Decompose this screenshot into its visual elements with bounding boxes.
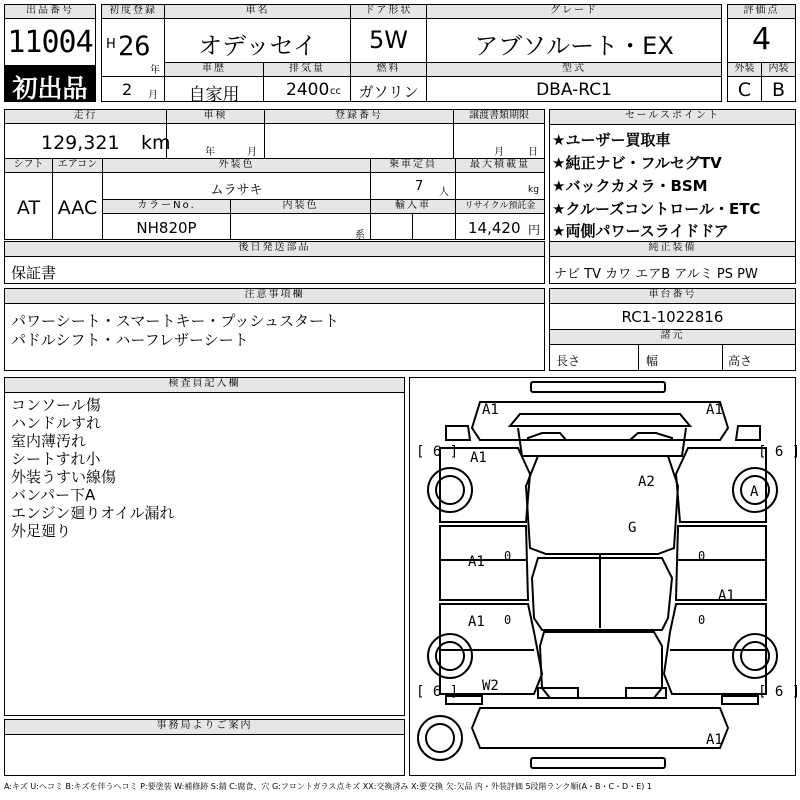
inspector-label: 検査員記入欄 <box>4 377 405 393</box>
chassis-label: 車台番号 <box>549 288 796 304</box>
color-no-cell: NH820P <box>102 213 231 240</box>
lot-number-label: 出品番号 <box>4 4 96 19</box>
shift-cell: AT <box>4 172 53 240</box>
capacity-cell: 7 人 <box>370 172 456 200</box>
sales-point-item: ★両側パワースライドドア <box>552 222 729 240</box>
grade: アブソルート・EX <box>474 32 674 60</box>
aircon-label: エアコン <box>52 158 103 173</box>
history-cell: 自家用 <box>164 76 264 102</box>
inspector-line: ハンドルすれ <box>11 414 102 432</box>
inspector-line: エンジン廻りオイル漏れ <box>11 504 175 522</box>
shift-label: シフト <box>4 158 53 173</box>
exterior-label: 外装色 <box>102 158 371 173</box>
inspection-label: 車検 <box>166 109 265 124</box>
notes-line: パドルシフト・ハーフレザーシート <box>11 331 249 349</box>
inspector-line: コンソール傷 <box>11 396 101 414</box>
displacement-cell: 2400 cc <box>263 76 351 102</box>
model-label: 型式 <box>426 62 722 77</box>
inspector-line: 外装うすい線傷 <box>11 468 117 486</box>
lot-number: 11004 <box>7 25 93 60</box>
car-outline <box>410 378 800 775</box>
notes-line: パワーシート・スマートキー・プッシュスタート <box>11 312 340 330</box>
grade-cell <box>426 18 722 63</box>
registration-cell <box>264 123 454 159</box>
exterior-cell: ムラサキ <box>102 172 371 200</box>
import-cell-a <box>370 213 413 240</box>
aircon-cell: AAC <box>52 172 103 240</box>
dimensions-label: 諸元 <box>549 329 796 345</box>
dimensions-cell: 長さ 幅 高さ <box>549 344 796 371</box>
car-name-cell <box>164 18 351 63</box>
later-parts-cell: 保証書 <box>4 256 545 284</box>
capacity-label: 乗車定員 <box>370 158 456 173</box>
score: 4 <box>751 22 772 57</box>
damage-mark: A1 <box>468 614 485 630</box>
sales-points-label: セールスポイント <box>549 109 796 125</box>
mileage-label: 走行 <box>4 109 167 124</box>
door-cell: 5W <box>350 18 427 63</box>
door-label: ドア形状 <box>350 4 427 19</box>
svg-text:0: 0 <box>504 549 512 563</box>
fuel-cell: ガソリン <box>350 76 427 102</box>
ext-grade-label: 外装 <box>727 62 762 77</box>
notes-box <box>4 303 545 371</box>
sales-point-item: ★純正ナビ・フルセグTV <box>552 154 722 172</box>
history-label: 車歴 <box>164 62 264 77</box>
displacement-label: 排気量 <box>263 62 351 77</box>
load-label: 最大積載量 <box>455 158 545 173</box>
color-no-label: カラーNo. <box>102 199 231 214</box>
notes-label: 注意事項欄 <box>4 288 545 304</box>
inspector-box <box>4 392 405 716</box>
car-diagram <box>409 377 800 776</box>
car-name-label: 車名 <box>164 4 351 19</box>
score-label: 評価点 <box>727 4 796 19</box>
lot-number-cell <box>4 18 96 66</box>
damage-mark: A1 <box>468 554 485 570</box>
later-parts-label: 後日発送部品 <box>4 241 545 257</box>
inspector-line: バンパー下A <box>11 486 96 504</box>
transfer-label: 譲渡書類期限 <box>453 109 545 124</box>
damage-mark: A1 <box>706 402 723 418</box>
svg-text:0: 0 <box>698 549 706 563</box>
ext-grade-cell: C <box>727 76 762 102</box>
model-cell: DBA-RC1 <box>426 76 722 102</box>
tire-mark-rr: [ 6 ] <box>758 684 800 700</box>
legend: A:キズ U:ヘコミ B:キズを伴うヘコミ P:要塗装 W:補修跡 S:錆 C:腐食、穴 G:フロントガラス点キズ XX:交換済み X:要交換 欠:欠品 内・外装評価 5段階ランク順(A・B・C・D・E) 1 <box>4 782 653 791</box>
recycle-cell: 14,420 円 <box>455 213 545 240</box>
inspector-line: 外足廻り <box>11 522 72 540</box>
first-reg-label: 初度登録 <box>101 4 165 19</box>
recycle-label: リサイクル預託金 <box>455 199 545 214</box>
damage-mark: A1 <box>470 450 487 466</box>
int-grade-label: 内装 <box>761 62 796 77</box>
mileage-value: 129,321 <box>41 132 120 154</box>
equipment-label: 純正装備 <box>549 241 796 257</box>
import-cell-b <box>412 213 456 240</box>
damage-mark: A <box>750 484 759 500</box>
sales-point-item: ★バックカメラ・BSM <box>552 177 708 195</box>
inspector-line: シートすれ小 <box>11 450 101 468</box>
damage-mark: A1 <box>482 402 499 418</box>
tire-mark-fl: [ 6 ] <box>416 444 459 460</box>
transfer-cell: 月 日 <box>453 123 545 159</box>
damage-mark: A1 <box>718 588 735 604</box>
damage-mark: A1 <box>706 732 723 748</box>
damage-mark: A2 <box>638 474 655 490</box>
damage-mark: G <box>628 520 637 536</box>
score-cell <box>727 18 796 63</box>
sales-points-box <box>549 124 796 242</box>
office-box <box>4 734 405 776</box>
interior-label: 内装色 <box>230 199 371 214</box>
car-name: オデッセイ <box>198 32 317 60</box>
reg-month-cell: 2 月 <box>101 76 165 102</box>
svg-text:0: 0 <box>698 613 706 627</box>
fuel-label: 燃料 <box>350 62 427 77</box>
int-grade-cell: B <box>761 76 796 102</box>
grade-label: グレード <box>426 4 722 19</box>
tire-mark-rl: [ 6 ] <box>416 684 459 700</box>
svg-text:0: 0 <box>504 613 512 627</box>
tire-mark-fr: [ 6 ] <box>758 444 800 460</box>
office-label: 事務局よりご案内 <box>4 719 405 735</box>
mileage-cell: 129,321 km <box>4 123 167 159</box>
damage-mark: W2 <box>482 678 499 694</box>
inspection-cell: 年 月 <box>166 123 265 159</box>
registration-label: 登録番号 <box>264 109 454 124</box>
sales-point-item: ★ユーザー買取車 <box>552 131 671 149</box>
chassis-cell: RC1-1022816 <box>549 303 796 330</box>
first-listing-badge: 初出品 <box>4 66 96 102</box>
sales-point-item: ★クルーズコントロール・ETC <box>552 200 761 218</box>
interior-cell: 系 <box>230 213 371 240</box>
load-cell: kg <box>455 172 545 200</box>
first-reg-cell: H 26 年 <box>101 18 165 77</box>
inspector-line: 室内薄汚れ <box>11 432 87 450</box>
equipment-cell: ナビ TV カワ エアB アルミ PS PW <box>549 256 796 284</box>
import-label: 輸入車 <box>370 199 456 214</box>
